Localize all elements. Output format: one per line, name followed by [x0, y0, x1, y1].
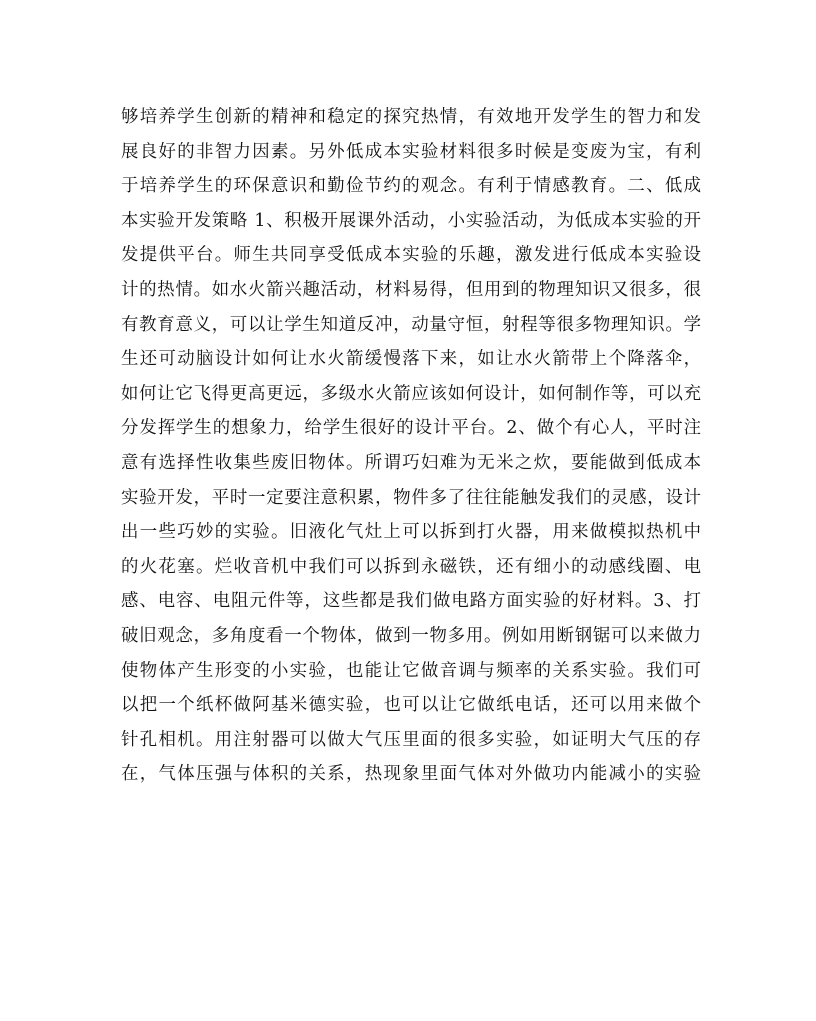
text-line: 意有选择性收集些废旧物体。所谓巧妇难为无米之炊，要能做到低成本	[121, 452, 701, 473]
body-text	[121, 100, 701, 792]
text-line: 分发挥学生的想象力，给学生很好的设计平台。2、做个有心人，平时注	[121, 418, 701, 439]
text-line: 计的热情。如水火箭兴趣活动，材料易得，但用到的物理知识又很多，很	[121, 279, 701, 300]
text-line: 于培养学生的环保意识和勤俭节约的观念。有利于情感教育。二、低成	[121, 176, 701, 197]
text-line: 使物体产生形变的小实验，也能让它做音调与频率的关系实验。我们可	[121, 660, 701, 681]
text-line: 的火花塞。烂收音机中我们可以拆到永磁铁，还有细小的动感线圈、电	[121, 556, 701, 577]
text-line: 针孔相机。用注射器可以做大气压里面的很多实验，如证明大气压的存	[121, 729, 701, 750]
text-line: 展良好的非智力因素。另外低成本实验材料很多时候是变废为宝，有利	[121, 141, 701, 162]
text-line: 以把一个纸杯做阿基米德实验，也可以让它做纸电话，还可以用来做个	[121, 695, 701, 716]
text-line: 实验开发，平时一定要注意积累，物件多了往往能触发我们的灵感，设计	[121, 487, 701, 508]
text-line: 有教育意义，可以让学生知道反冲，动量守恒，射程等很多物理知识。学	[121, 314, 701, 335]
text-line: 破旧观念，多角度看一个物体，做到一物多用。例如用断钢锯可以来做力	[121, 625, 701, 646]
text-line: 感、电容、电阻元件等，这些都是我们做电路方面实验的好材料。3、打	[121, 591, 701, 612]
text-line: 在，气体压强与体积的关系，热现象里面气体对外做功内能减小的实验	[121, 764, 701, 785]
text-line: 够培养学生创新的精神和稳定的探究热情，有效地开发学生的智力和发	[121, 107, 701, 127]
text-line: 如何让它飞得更高更远，多级水火箭应该如何设计，如何制作等，可以充	[121, 383, 701, 404]
text-line: 生还可动脑设计如何让水火箭缓慢落下来，如让水火箭带上个降落伞，	[121, 349, 701, 370]
text-line: 本实验开发策略 1、积极开展课外活动，小实验活动，为低成本实验的开	[121, 210, 701, 231]
text-line: 发提供平台。师生共同享受低成本实验的乐趣，激发进行低成本实验设	[121, 245, 701, 266]
text-line: 出一些巧妙的实验。旧液化气灶上可以拆到打火器，用来做模拟热机中	[121, 522, 701, 543]
